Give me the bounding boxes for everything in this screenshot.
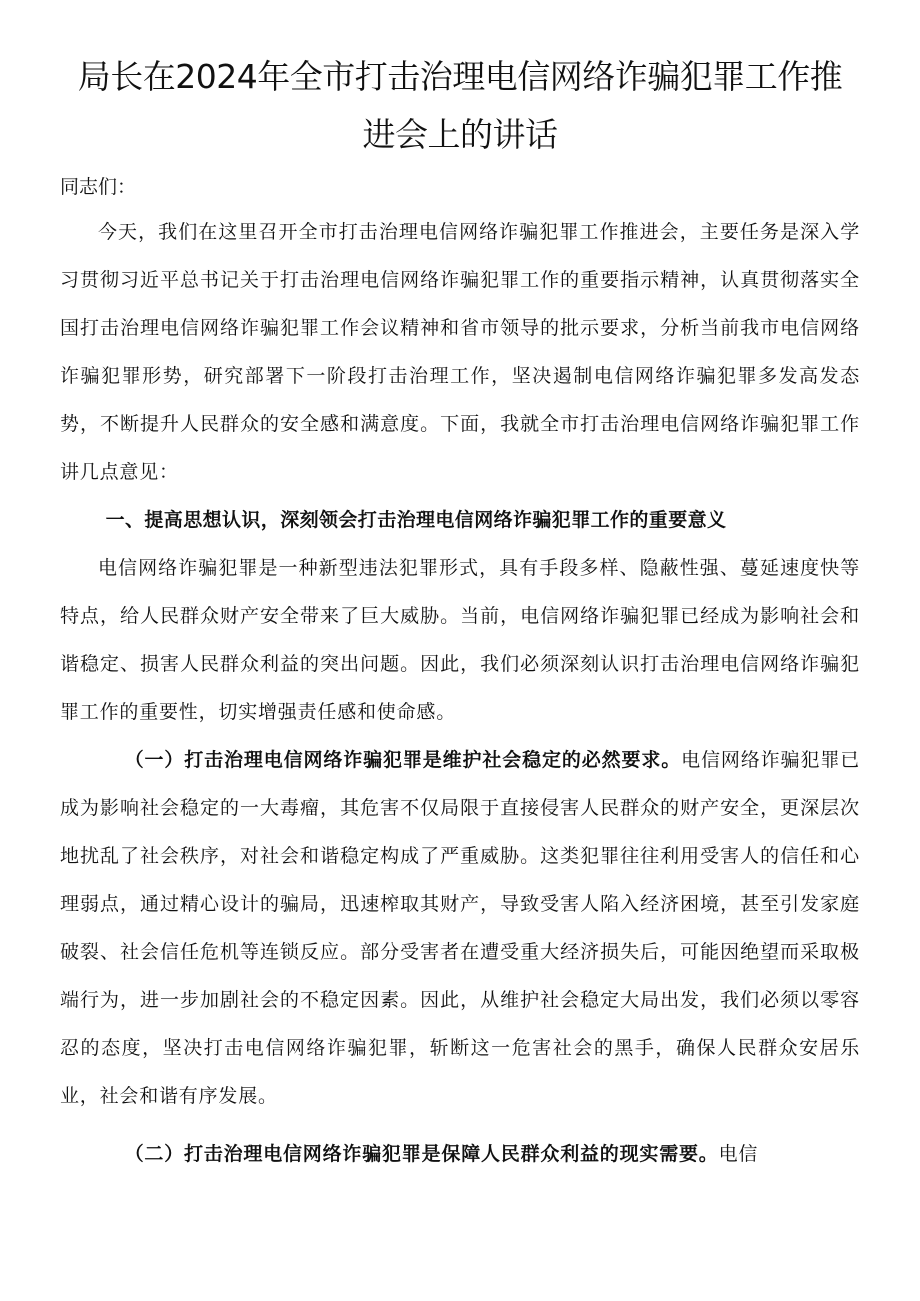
title-line-1: 局长在2024年全市打击治理电信网络诈骗犯罪工作推	[77, 57, 843, 96]
subsection-1-lead: （一）打击治理电信网络诈骗犯罪是维护社会稳定的必然要求。	[124, 749, 682, 771]
title-line-2: 进会上的讲话	[362, 115, 558, 154]
document-title	[60, 48, 860, 164]
subsection-1-body: 电信网络诈骗犯罪已成为影响社会稳定的一大毒瘤，其危害不仅局限于直接侵害人民群众的财产安全，更深层次地扰乱了社会秩序，对社会和谐稳定构成了严重威胁。这类犯罪往往利用受害人的信任和心理弱点，通过精心设计的骗局，迅速榨取其财产，导致受害人陷入经济困境，甚至引发家庭破裂、社会信任危机等连锁反应。部分受害者在遭受重大经济损失后，可能因绝望而采取极端行为，进一步加剧社会的不稳定因素。因此，从维护社会稳定大局出发，我们必须以零容忍的态度，坚决打击电信网络诈骗犯罪，斩断这一危害社会的黑手，确保人民群众安居乐业，社会和谐有序发展。	[60, 749, 860, 1107]
subsection-2-body: 电信	[718, 1143, 759, 1165]
subsection-2-lead: （二）打击治理电信网络诈骗犯罪是保障人民群众利益的现实需要。	[124, 1143, 719, 1165]
subsection-2-paragraph	[60, 1130, 860, 1178]
intro-paragraph: 今天，我们在这里召开全市打击治理电信网络诈骗犯罪工作推进会，主要任务是深入学习贯彻习近平总书记关于打击治理电信网络诈骗犯罪工作的重要指示精神，认真贯彻落实全国打击治理电信网络诈骗犯罪工作会议精神和省市领导的批示要求，分析当前我市电信网络诈骗犯罪形势，研究部署下一阶段打击治理工作，坚决遏制电信网络诈骗犯罪多发高发态势，不断提升人民群众的安全感和满意度。下面，我就全市打击治理电信网络诈骗犯罪工作讲几点意见：	[60, 221, 860, 483]
section-1-heading: 一、提高思想认识，深刻领会打击治理电信网络诈骗犯罪工作的重要意义	[105, 509, 727, 531]
subsection-1-paragraph	[60, 736, 860, 1120]
section-1-paragraph: 电信网络诈骗犯罪是一种新型违法犯罪形式，具有手段多样、隐蔽性强、蔓延速度快等特点，给人民群众财产安全带来了巨大威胁。当前，电信网络诈骗犯罪已经成为影响社会和谐稳定、损害人民群众利益的突出问题。因此，我们必须深刻认识打击治理电信网络诈骗犯罪工作的重要性，切实增强责任感和使命感。	[60, 557, 860, 723]
salutation: 同志们：	[60, 176, 137, 198]
